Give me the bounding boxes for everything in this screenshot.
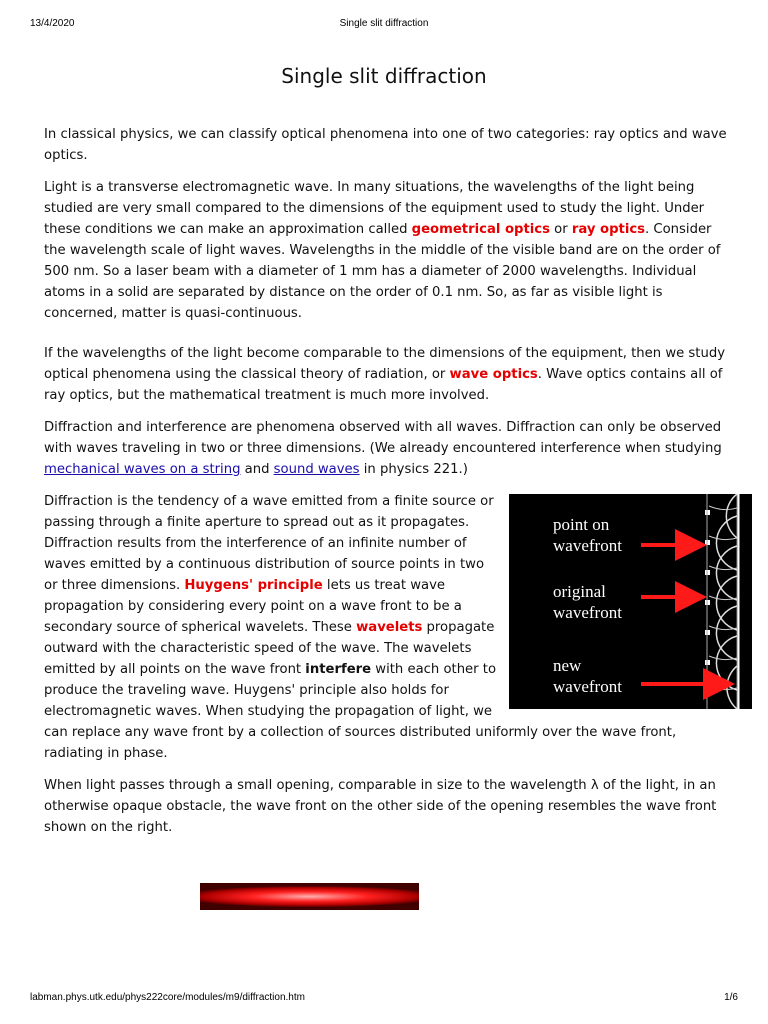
- term-ray-optics: ray optics: [571, 222, 646, 237]
- term-interfere: interfere: [305, 662, 372, 677]
- paragraph-huygens: Diffraction is the tendency of a wave emitted from a finite source or passing through a finite aperture to spread out as it propagates. Diffraction results from the interference of an infinite number of waves emitted by a continuous distribution of source points in two or three dimensions. Huygens' principle lets us treat wave propagation by considering every point on a wave front to be a secondary source of spherical wavelets. These wavelets propagate outward with the characteristic speed of the wave. The wavelets emitted by all points on the wave front interfere with each other to produce the traveling wave. Huygens' principle also holds for electromagnetic waves. When studying the propagation of light, we can replace any wave front by a collection of sources distributed uniformly over the wave front, radiating in phase.: [44, 494, 677, 761]
- paragraph-wave-optics: If the wavelengths of the light become comparable to the dimensions of the equipment, then we study optical phenomena using the classical theory of radiation, or wave optics. Wave optics contains all of ray optics, but the mathematical treatment is much more involved.: [44, 346, 725, 403]
- paragraph-diffraction-interference: Diffraction and interference are phenomena observed with all waves. Diffraction can only be observed with waves traveling in two or three dimensions. (We already encountered interference when studying mechanical waves on a string and sound waves in physics 221.): [44, 420, 722, 477]
- print-doc-title: Single slit diffraction: [339, 18, 429, 29]
- huygens-wavefront-figure: [509, 494, 752, 709]
- wavelets: [716, 494, 737, 709]
- label-point-on-wavefront: point on wavefront: [553, 515, 622, 555]
- label-original-wavefront: original wavefront: [553, 582, 622, 622]
- print-footer: [30, 992, 738, 1006]
- article-body: [44, 124, 728, 849]
- paragraph-small-opening: When light passes through a small opening, comparable in size to the wavelength λ of the light, in an otherwise opaque obstacle, the wave front on the other side of the opening resembles the wave front shown on the right.: [44, 778, 717, 835]
- print-date: 13/4/2020: [30, 18, 75, 29]
- print-header: [30, 18, 738, 32]
- paragraph-light: Light is a transverse electromagnetic wave. In many situations, the wavelengths of the light being studied are very small compared to the dimensions of the equipment used to study the light. Under these conditions we can make an approximation called geometrical optics or ray optics. Consider the wavelength scale of light waves. Wavelengths in the middle of the visible band are on the order of 500 nm. So a laser beam with a diameter of 1 mm has a diameter of 2000 wavelengths. Individual atoms in a solid are separated by distance on the order of 0.1 nm. So, as far as visible light is concerned, matter is quasi-continuous.: [44, 180, 721, 321]
- arrows: [641, 545, 727, 684]
- laser-beam-image: [200, 883, 419, 910]
- term-geometrical-optics: geometrical optics: [411, 222, 550, 237]
- paragraph-intro: In classical physics, we can classify optical phenomena into one of two categories: ray optics and wave optics.: [44, 127, 727, 163]
- print-page-number: 1/6: [724, 992, 738, 1003]
- link-sound-waves[interactable]: sound waves: [273, 462, 360, 477]
- page-title: Single slit diffraction: [281, 64, 487, 88]
- term-wavelets: wavelets: [356, 620, 423, 635]
- link-mechanical-waves[interactable]: mechanical waves on a string: [44, 462, 241, 477]
- term-huygens-principle: Huygens' principle: [184, 578, 323, 593]
- term-wave-optics: wave optics: [449, 367, 538, 382]
- label-new-wavefront: new wavefront: [553, 656, 622, 696]
- print-url: labman.phys.utk.edu/phys222core/modules/m9/diffraction.htm: [30, 992, 305, 1003]
- wavefront-diagram: [509, 494, 752, 709]
